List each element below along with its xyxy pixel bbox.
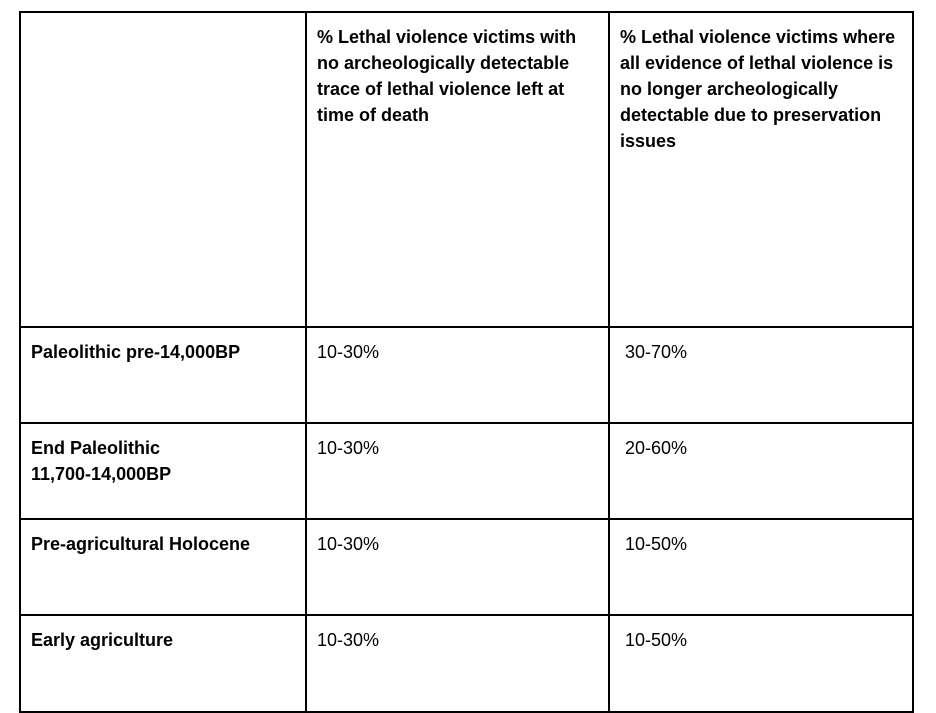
no-trace-value: 10-30% — [306, 615, 609, 712]
preservation-value-cell — [609, 327, 913, 423]
row-label-line: 11,700-14,000BP — [31, 464, 172, 484]
lethal-violence-table — [19, 11, 914, 713]
preservation-value: 10-50% — [625, 630, 688, 650]
header-cell-no-trace: % Lethal violence victims with no archeologically detectable trace of lethal violence left at time of death — [306, 12, 609, 327]
table-row — [20, 327, 913, 423]
preservation-value-cell — [609, 615, 913, 712]
preservation-value-cell — [609, 519, 913, 615]
row-label — [20, 519, 306, 615]
table-row — [20, 615, 913, 712]
header-row — [20, 12, 913, 327]
no-trace-value: 10-30% — [306, 519, 609, 615]
row-label-line: Paleolithic pre-14,000BP — [31, 342, 241, 362]
row-label-line: Early agriculture — [31, 630, 174, 650]
row-label — [20, 423, 306, 519]
header-cell-preservation: % Lethal violence victims where all evidence of lethal violence is no longer archeologically detectable due to preservation issues — [609, 12, 913, 327]
row-label — [20, 615, 306, 712]
preservation-value: 10-50% — [625, 534, 688, 554]
preservation-value-cell — [609, 423, 913, 519]
row-label-line: End Paleolithic — [31, 438, 161, 458]
no-trace-value: 10-30% — [306, 327, 609, 423]
no-trace-value: 10-30% — [306, 423, 609, 519]
header-cell-empty — [20, 12, 306, 327]
row-label-line: Pre-agricultural Holocene — [31, 534, 251, 554]
row-label — [20, 327, 306, 423]
table-row — [20, 519, 913, 615]
table-row — [20, 423, 913, 519]
preservation-value: 30-70% — [625, 342, 688, 362]
preservation-value: 20-60% — [625, 438, 688, 458]
